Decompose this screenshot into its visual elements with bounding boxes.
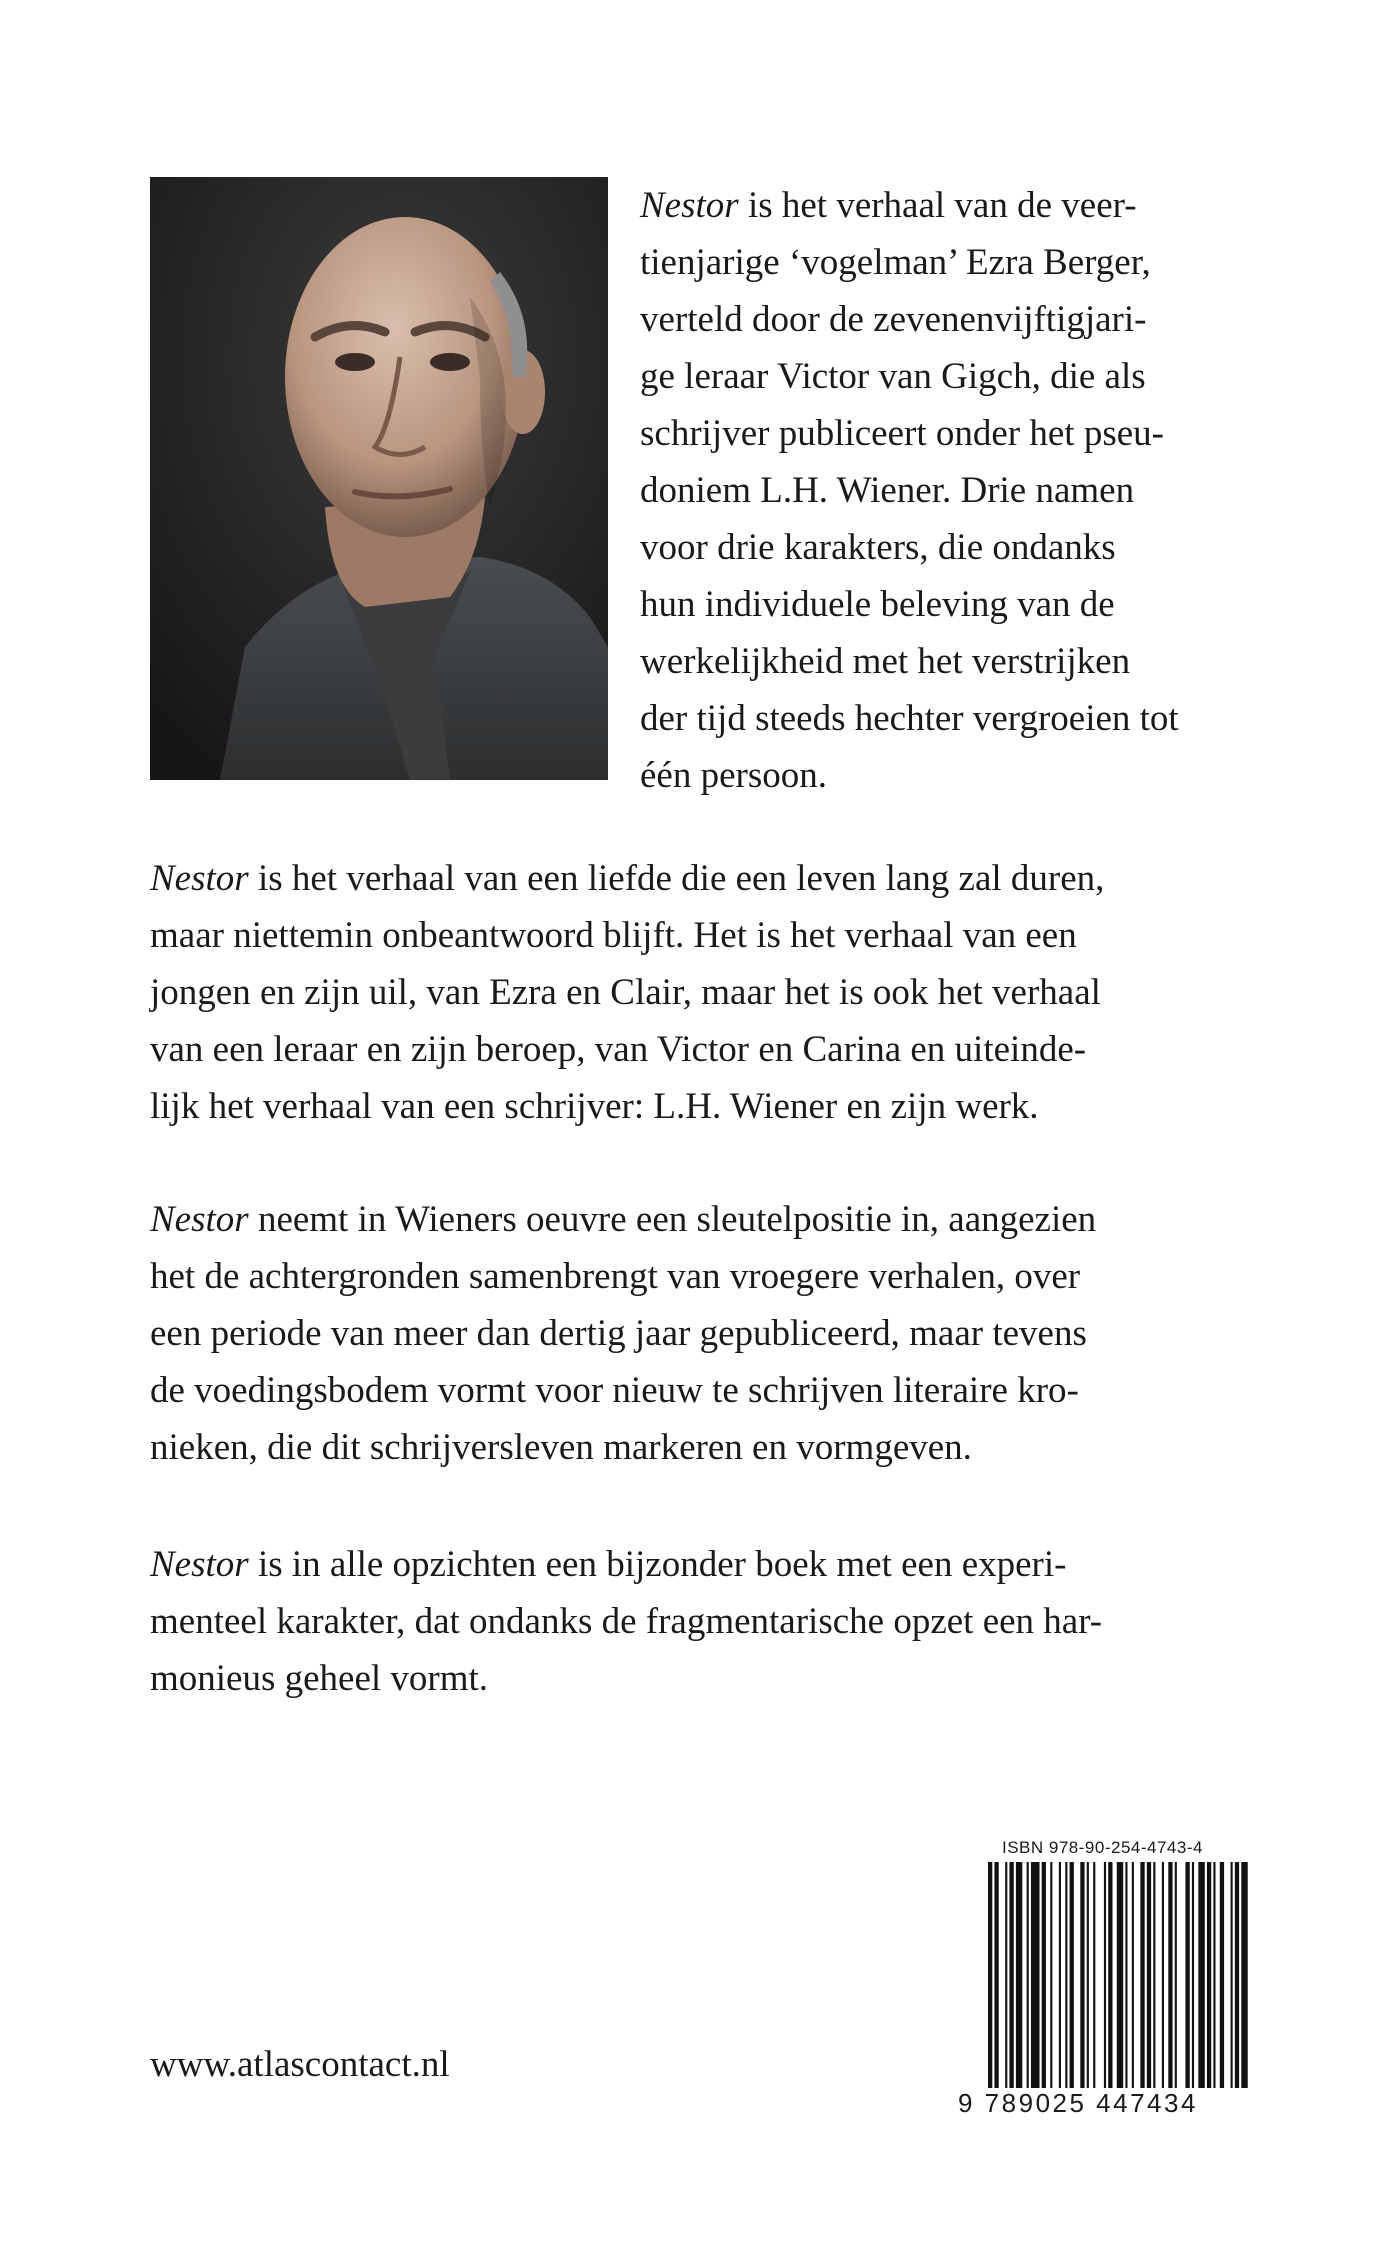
barcode-bar [1117, 1862, 1123, 2088]
isbn-label: ISBN 978-90-254-4743-4 [1002, 1838, 1203, 1857]
paragraph-2-line: jongen en zijn uil, van Ezra en Clair, maar het is ook het verhaal [150, 972, 1101, 1013]
book-title: Nestor [640, 185, 739, 226]
paragraph-1-line: doniem L.H. Wiener. Drie namen [640, 470, 1135, 511]
paragraph-1-line: der tijd steeds hechter vergroeien tot [640, 698, 1179, 739]
barcode-bar [1005, 1862, 1007, 2088]
paragraph-2-line: van een leraar en zijn beroep, van Victor en Carina en uiteinde- [150, 1029, 1087, 1070]
paragraph-1-line: schrijver publiceert onder het pseu- [640, 413, 1164, 454]
barcode-bar [1162, 1862, 1164, 2088]
paragraph-4-line: menteel karakter, dat ondanks de fragmentarische opzet een har- [150, 1601, 1103, 1642]
book-title: Nestor [150, 1544, 249, 1585]
barcode-bar [1192, 1862, 1194, 2088]
barcode-bar [1031, 1862, 1040, 2088]
book-title: Nestor [150, 858, 249, 899]
paragraph-1 [640, 177, 1280, 804]
barcode-bar [1185, 1862, 1189, 2088]
paragraph-4-text: is in alle opzichten een bijzonder boek met een experi- [248, 1544, 1067, 1585]
barcode-bar [1016, 1862, 1022, 2088]
paragraph-1-text: is het verhaal van de veer- [738, 185, 1137, 226]
barcode-bar [1220, 1862, 1224, 2088]
paragraph-2-line: maar niettemin onbeantwoord blijft. Het is het verhaal van een [150, 915, 1077, 956]
book-title: Nestor [150, 1199, 249, 1240]
paragraph-1-line: werkelijkheid met het verstrijken [640, 641, 1131, 682]
publisher-website: www.atlascontact.nl [150, 2044, 450, 2085]
paragraph-1-line: tienjarige ‘vogelman’ Ezra Berger, [640, 242, 1151, 283]
barcode-bar [1080, 1862, 1084, 2088]
paragraph-4 [150, 1536, 1280, 1707]
barcode-bar [1050, 1862, 1052, 2088]
paragraph-2 [150, 850, 1280, 1135]
barcode-bar [1125, 1862, 1127, 2088]
barcode-bar [1153, 1862, 1155, 2088]
barcode-bar [1207, 1862, 1211, 2088]
barcode-bar [1132, 1862, 1134, 2088]
paragraph-2-line: lijk het verhaal van een schrijver: L.H. Wiener en zijn werk. [150, 1086, 1039, 1127]
barcode-bar [1065, 1862, 1067, 2088]
barcode-bar [1147, 1862, 1151, 2088]
author-photo [150, 177, 608, 780]
paragraph-1-line: voor drie karakters, die ondanks [640, 527, 1116, 568]
paragraph-1-line: hun individuele beleving van de [640, 584, 1115, 625]
paragraph-1-line: verteld door de zevenenvijftigjari- [640, 299, 1147, 340]
barcode-bar [1059, 1862, 1061, 2088]
barcode-bar [988, 1862, 992, 2088]
ean-digits: 9 789025 447434 [958, 2088, 1198, 2118]
paragraph-3-line: een periode van meer dan dertig jaar gepubliceerd, maar tevens [150, 1313, 1087, 1354]
paragraph-4-line [150, 1536, 1280, 1593]
barcode-bar [1027, 1862, 1029, 2088]
paragraph-1-line: één persoon. [640, 755, 827, 796]
barcode-bar [1070, 1862, 1074, 2088]
barcode-bar [1231, 1862, 1233, 2088]
barcode-bar [1198, 1862, 1204, 2088]
barcode-bar [1042, 1862, 1046, 2088]
paragraph-2-line [150, 850, 1280, 907]
author-portrait-icon [150, 177, 608, 780]
barcode-bar [1140, 1862, 1144, 2088]
paragraph-3-line: het de achtergronden samenbrengt van vroegere verhalen, over [150, 1256, 1081, 1297]
barcode-icon [988, 1862, 1252, 2088]
paragraph-3-line: nieken, die dit schrijversleven markeren en vormgeven. [150, 1427, 972, 1468]
barcode-bar [1241, 1862, 1247, 2088]
paragraph-1-line [640, 177, 1280, 234]
paragraph-3-line [150, 1191, 1280, 1248]
barcode-bar [1235, 1862, 1239, 2088]
barcode-bar [1087, 1862, 1089, 2088]
barcode-bar [1104, 1862, 1106, 2088]
barcode-bar [1093, 1862, 1095, 2088]
paragraph-3-line: de voedingsbodem vormt voor nieuw te schrijven literaire kro- [150, 1370, 1079, 1411]
paragraph-1-line: ge leraar Victor van Gigch, die als [640, 356, 1146, 397]
paragraph-3-text: neemt in Wieners oeuvre een sleutelpositie in, aangezien [248, 1199, 1097, 1240]
barcode-bar [994, 1862, 998, 2088]
paragraph-3 [150, 1191, 1280, 1476]
barcode-bar [1168, 1862, 1172, 2088]
isbn-barcode-block [958, 1838, 1262, 2128]
barcode-bar [1175, 1862, 1177, 2088]
barcode-bar [1213, 1862, 1215, 2088]
paragraph-2-text: is het verhaal van een liefde die een leven lang zal duren, [248, 858, 1105, 899]
barcode-bar [1108, 1862, 1112, 2088]
paragraph-4-line: monieus geheel vormt. [150, 1658, 489, 1699]
barcode-bar [1009, 1862, 1013, 2088]
